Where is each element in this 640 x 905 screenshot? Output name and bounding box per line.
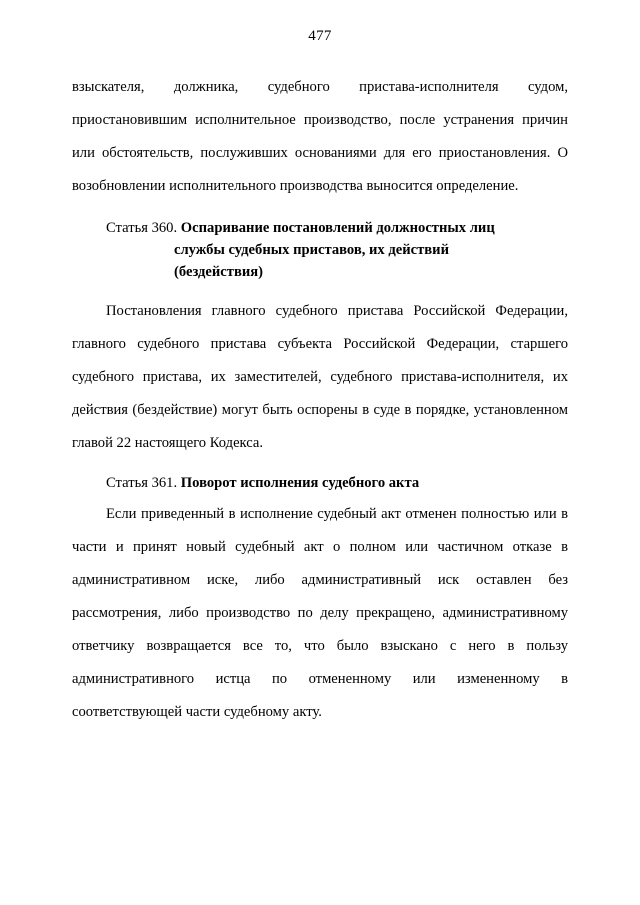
paragraph-article-360-body: Постановления главного судебного пристава Российской Федерации, главного судебного пристава субъекта Российской Федерации, старшего судебного пристава, их заместителей, судебного пристава-исполнителя, их действия (бездействие) могут быть оспорены в суде в порядке, установленном главой 22 настоящего Кодекса.	[72, 303, 568, 451]
paragraph-continuation: взыскателя, должника, судебного пристава-исполнителя судом, приостановившим исполнительное производство, после устранения причин или обстоятельств, послуживших основаниями для его приостановления. О возобновлении исполнительного производства выносится определение.	[72, 79, 568, 194]
article-number-360: Статья 360.	[106, 220, 178, 236]
paragraph-article-361-body: Если приведенный в исполнение судебный акт отменен полностью или в части и принят новый судебный акт о полном или частичном отказе в административном иске, либо административный иск оставлен без рассмотрения, либо производство по делу прекращено, административному ответчику возвращается все то, что было взыскано с него в пользу административного истца по отмененному или измененному в соответствующей части судебному акту.	[72, 506, 568, 720]
article-heading-361	[72, 472, 568, 494]
article-number-361: Статья 361.	[106, 475, 178, 491]
article-title-360-line1: Оспаривание постановлений должностных лиц	[180, 220, 495, 236]
article-title-361: Поворот исполнения судебного акта	[180, 475, 420, 491]
article-title-360-line2: службы судебных приставов, их действий	[174, 242, 449, 258]
article-title-360-line3: (бездействия)	[174, 264, 264, 280]
article-heading-360	[72, 217, 568, 283]
page-number: 477	[308, 28, 332, 44]
